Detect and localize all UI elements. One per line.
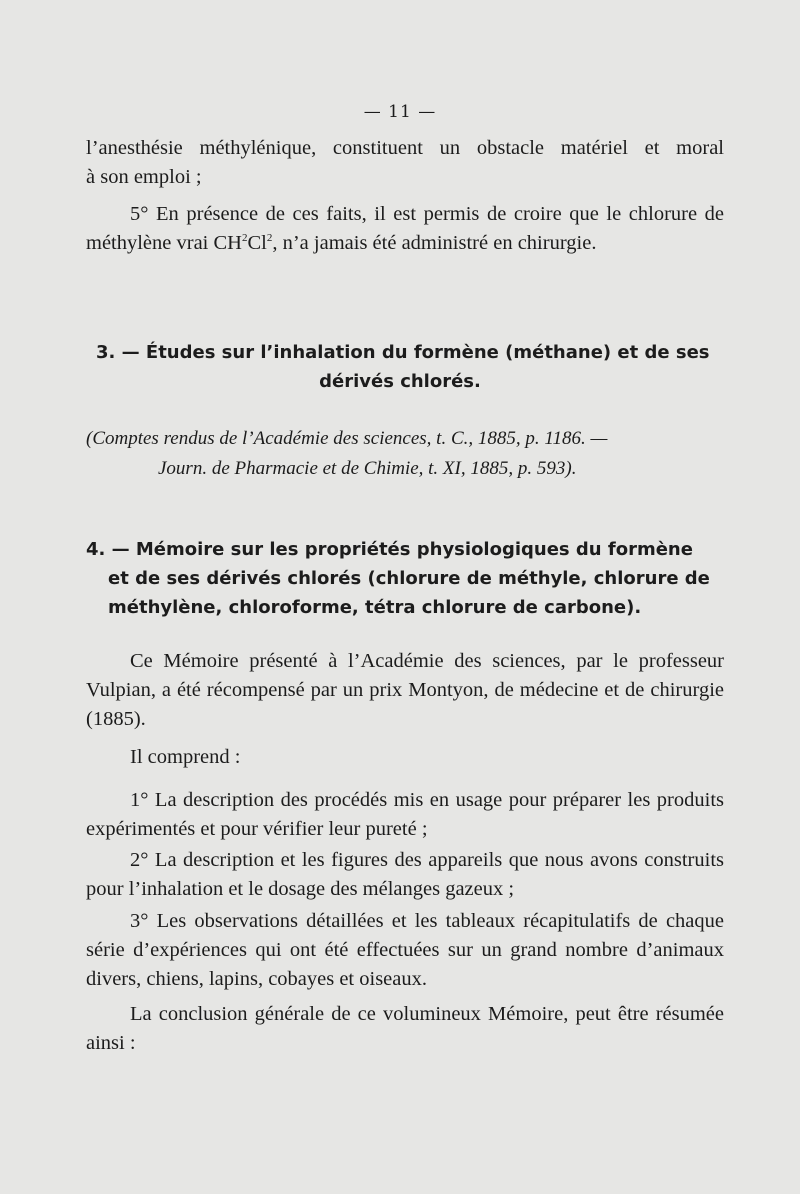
paragraph-memoire: Ce Mémoire présenté à l’Académie des sciences, par le professeur Vulpian, a été récompensé par un prix Montyon, de médecine et de chirurgie (1885). (86, 650, 724, 730)
paragraph-conclusion: La conclusion générale de ce volumineux Mémoire, peut être résumée ainsi : (86, 1003, 724, 1054)
paragraph-item-3: 3° Les observations détaillées et les tableaux récapitulatifs de chaque série d’expériences qui ont été effectuées sur un grand nombre d’animaux divers, chiens, lapins, cobayes et oiseaux. (86, 910, 724, 990)
paragraph-item-5: 5° En présence de ces faits, il est permis de croire que le chlorure de méthylène vrai $CH^2Cl^2$, n’a jamais été administré en chirurgie. (86, 203, 724, 254)
heading-line: 4. — Mémoire sur les propriétés physiologiques du formène (86, 539, 693, 560)
heading-line: et de ses dérivés chlorés (chlorure de méthyle, chlorure de (108, 568, 710, 589)
paragraph-item-1: 1° La description des procédés mis en usage pour préparer les produits expérimentés et pour vérifier leur pureté ; (86, 789, 724, 840)
heading-line: dérivés chlorés. (319, 371, 481, 392)
reference-line: (Comptes rendus de l’Académie des sciences, t. C., 1885, p. 1186. — (86, 428, 608, 449)
section-heading-4 (0, 535, 800, 622)
paragraph-line: l’anesthésie méthylénique, constituent un obstacle matériel et moral (86, 137, 724, 159)
heading-line: 3. — Études sur l’inhalation du formène (méthane) et de ses (96, 342, 710, 363)
section-heading-3 (0, 338, 800, 396)
page-number: — 11 — (363, 102, 437, 122)
reference-line: Journ. de Pharmacie et de Chimie, t. XI, 1885, p. 593). (158, 458, 577, 479)
paragraph-line: à son emploi ; (86, 166, 202, 188)
heading-line: méthylène, chloroforme, tétra chlorure de carbone). (108, 597, 642, 618)
reference-citation-3 (0, 424, 800, 484)
paragraph-item-2: 2° La description et les figures des appareils que nous avons construits pour l’inhalation et le dosage des mélanges gazeux ; (86, 849, 724, 900)
paragraph-continuation (86, 134, 724, 192)
paragraph-comprend: Il comprend : (130, 746, 241, 768)
